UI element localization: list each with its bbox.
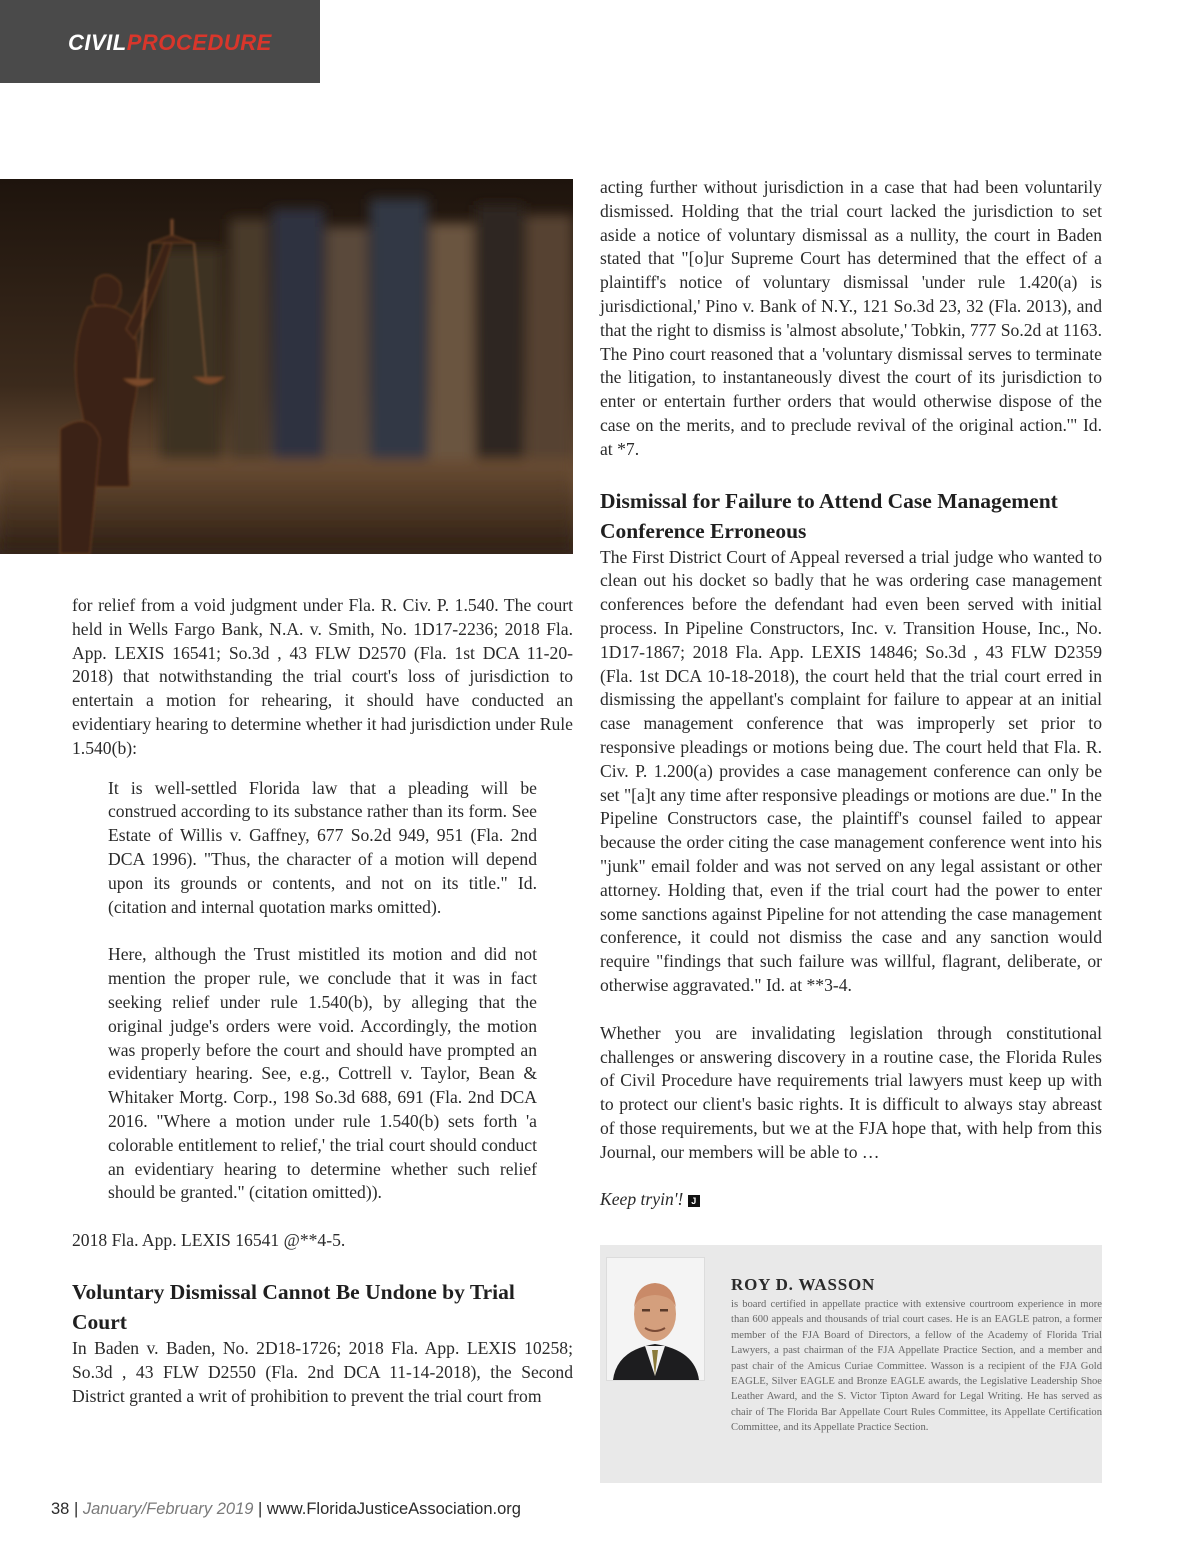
right-column: [600, 176, 1102, 1212]
sign-off: Keep tryin'! J: [600, 1188, 1102, 1212]
journal-end-mark-icon: J: [688, 1195, 700, 1207]
paragraph: In Baden v. Baden, No. 2D18-1726; 2018 Fla. App. LEXIS 10258; So.3d , 43 FLW D2550 (Fla. 2nd DCA 11-14-2018), the Second District granted a writ of prohibition to prevent the trial court from: [72, 1337, 573, 1406]
lady-justice-photo: [0, 179, 573, 554]
issue-date: January/February 2019: [82, 1500, 254, 1518]
paragraph: The First District Court of Appeal reversed a trial judge who wanted to clean out his docket so badly that he was ordering case management conferences before the defendant had even been served with initial process. In Pipeline Constructors, Inc. v. Transition House, Inc., No. 1D17-1867; 2018 Fla. App. LEXIS 14846; So.3d , 43 FLW D2359 (Fla. 1st DCA 10-18-2018), the court held that the trial court erred in dismissing the appellant's complaint for failure to appear at an initial case management conference that was improperly set prior to responsive pleadings or motions being due. The court held that Fla. R. Civ. P. 1.200(a) provides a case management conference can only be set "[a]t any time after responsive pleadings or motions are due." In the Pipeline Constructors case, the plaintiff's counsel failed to appear because the order citing the case management conference went into his "junk" email folder and was not served on any legal assistant or other attorney. Holding that, even if the trial court had the power to enter some sanctions against Pipeline for not attending the case management conference, it could not dismiss the case and any sanction would require "findings that such failure was willful, flagrant, deliberate, or otherwise aggravated." Id. at **3-4.: [600, 546, 1102, 995]
section-header-tab: [0, 0, 320, 83]
author-bio: [600, 1245, 1102, 1483]
paragraph: Whether you are invalidating legislation through constitutional challenges or answering discovery in a routine case, the Florida Rules of Civil Procedure have requirements trial lawyers must keep up with to protect our client's basic rights. It is difficult to always stay abreast of those requirements, but we at the FJA hope that, with help from this Journal, our members will be able to …: [600, 1022, 1102, 1162]
left-column: [72, 594, 573, 1408]
section-heading: Dismissal for Failure to Attend Case Management Conference Erroneous: [600, 488, 1058, 543]
website-link[interactable]: www.FloridaJusticeAssociation.org: [266, 1500, 521, 1518]
author-name: ROY D. WASSON: [731, 1275, 876, 1294]
author-bio-text: is board certified in appellate practice with extensive courtroom experience in more than 600 appeals and thousands of trial court cases. He is an EAGLE patron, a former member of the FJA Board of Directors, a fellow of the Academy of Florida Trial Lawyers, a past chairman of the FJA Appellate Practice Section, and a member and past chair of the Amicus Curiae Committee. Wasson is a recipient of the FJA Gold EAGLE, Silver EAGLE and Bronze EAGLE awards, the Legislative Leadership Shoe Leather Award, and the S. Victor Tipton Award for Legal Writing. He has served as chair of The Florida Bar Appellate Court Rules Committee, its Appellate Certification Committee, and its Appellate Practice Section.: [731, 1299, 1102, 1434]
citation: 2018 Fla. App. LEXIS 16541 @**4-5.: [72, 1230, 346, 1251]
paragraph: acting further without jurisdiction in a case that had been voluntarily dismissed. Holding that the trial court lacked the jurisdiction to set aside a notice of voluntary dismissal as a nullity, the court in Baden stated that "[o]ur Supreme Court has determined that the effect of a plaintiff's notice of voluntary dismissal 'under rule 1.420(a) is jurisdictional,' Pino v. Bank of N.Y., 121 So.3d 23, 32 (Fla. 2013), and that the right to dismiss is 'almost absolute,' Tobkin, 777 So.2d at 1163. The Pino court reasoned that a 'voluntary dismissal serves to terminate the litigation, to instantaneously divest the court of its jurisdiction to enter or entertain further orders that would otherwise dispose of the case on the merits, and to preclude revival of the original action.'" Id. at *7.: [600, 177, 1102, 459]
paragraph: for relief from a void judgment under Fla. R. Civ. P. 1.540. The court held in Wells Fargo Bank, N.A. v. Smith, No. 1D17-2236; 2018 Fla. App. LEXIS 16541; So.3d , 43 FLW D2570 (Fla. 1st DCA 11-20-2018) that notwithstanding the trial court's loss of jurisdiction to entertain a motion for rehearing, it should have conducted an evidentiary hearing to determine whether it had jurisdiction under Rule 1.540(b):: [72, 595, 573, 758]
author-photo: [606, 1257, 705, 1381]
block-quote: Here, although the Trust mistitled its motion and did not mention the proper rule, we conclude that it was in fact seeking relief under rule 1.540(b), by alleging that the original judge's orders were void. Accordingly, the motion was properly before the court and should have prompted an evidentiary hearing. See, e.g., Cottrell v. Taylor, Bean & Whitaker Mortg. Corp., 198 So.3d 688, 691 (Fla. 2nd DCA 2016. "Where a motion under rule 1.540(b) sets forth 'a colorable entitlement to relief,' the trial court should conduct an evidentiary hearing to determine whether such relief should be granted." (citation omitted)).: [108, 944, 537, 1203]
page-number: 38: [51, 1500, 70, 1518]
page-footer: 38 | January/February 2019 | www.FloridaJusticeAssociation.org: [51, 1500, 521, 1518]
block-quote: It is well-settled Florida law that a pleading will be construed according to its substance rather than its form. See Estate of Willis v. Gaffney, 677 So.2d 949, 951 (Fla. 2nd DCA 1996). "Thus, the character of a motion will depend upon its grounds or contents, and not on its title." Id. (citation and internal quotation marks omitted).: [108, 777, 537, 917]
section-label: CIVILPROCEDURE: [68, 30, 272, 55]
section-heading: Voluntary Dismissal Cannot Be Undone by Trial Court: [72, 1279, 515, 1334]
